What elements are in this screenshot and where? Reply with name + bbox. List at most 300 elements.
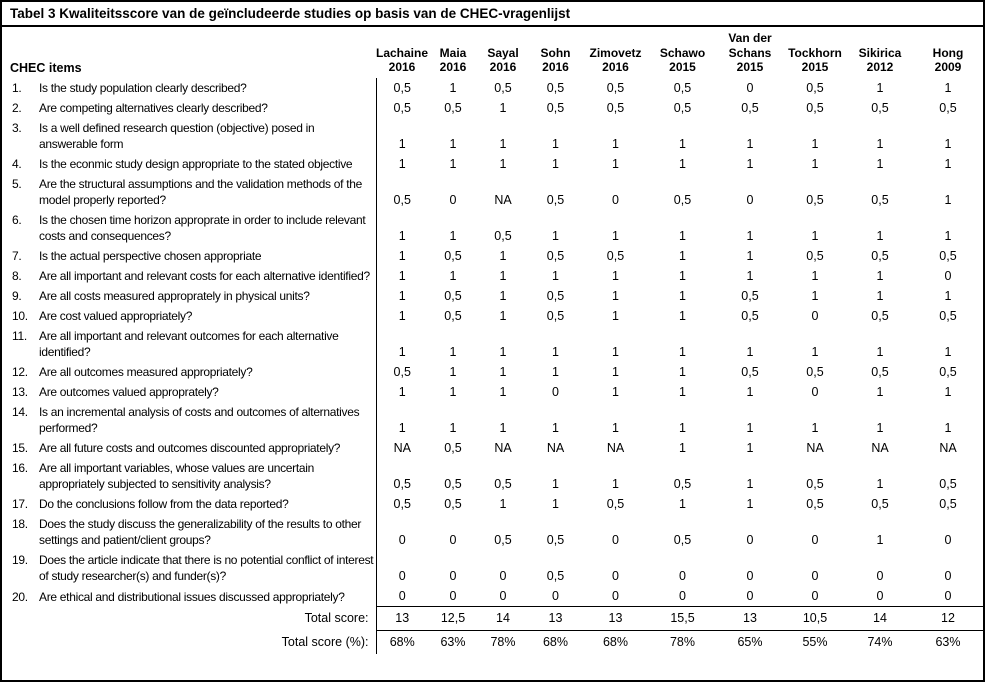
study-column-header: [648, 27, 717, 78]
study-year: 2012: [866, 60, 894, 75]
chec-item-cell: [2, 402, 376, 438]
score-cell: 0,5: [546, 249, 565, 264]
score-cell: 0,5: [546, 193, 565, 208]
table-row: [2, 266, 983, 286]
score-cell: 1: [679, 309, 686, 324]
score-cell: 1: [376, 210, 428, 246]
score-cell: 1: [612, 137, 619, 152]
score-cell: 0,5: [741, 309, 759, 324]
score-cell: 1: [449, 365, 457, 380]
study-year: 2015: [736, 60, 764, 75]
score-cell: 0,5: [939, 497, 957, 512]
score-cell: 0,5: [376, 78, 428, 98]
question-text: Is the econmic study design appropriate to the stated objective: [39, 157, 353, 172]
question-text: Are cost valued appropriately?: [39, 309, 193, 324]
score-cell: 1: [499, 421, 507, 436]
score-cell: 1: [811, 269, 819, 284]
row-number: 4.: [12, 157, 22, 172]
score-cell: 1: [552, 345, 559, 360]
score-cell: 1: [876, 289, 884, 304]
score-cell: 1: [552, 229, 559, 244]
score-cell: 0,5: [494, 81, 512, 96]
score-cell: 0: [811, 533, 819, 548]
score-cell: 0,5: [546, 309, 565, 324]
chec-item-cell: [2, 210, 376, 246]
score-cell: 1: [376, 266, 428, 286]
score-cell: NA: [939, 441, 957, 456]
table-row: [2, 306, 983, 326]
study-year: 2016: [489, 60, 517, 75]
table-row: [2, 210, 983, 246]
score-cell: 0,5: [939, 365, 957, 380]
row-number: 11.: [12, 329, 27, 344]
study-name: Maia: [439, 45, 467, 60]
score-cell: 1: [811, 137, 819, 152]
score-cell: 0: [612, 589, 619, 604]
score-cell: 1: [876, 345, 884, 360]
score-cell: 0,5: [494, 477, 512, 492]
total-value-cell: 13: [376, 607, 428, 631]
question-text: Are competing alternatives clearly described?: [39, 101, 268, 116]
question-text: Are outcomes valued approprately?: [39, 385, 219, 400]
score-cell: 1: [679, 157, 686, 172]
row-number: 5.: [12, 177, 22, 192]
chec-item-cell: [2, 494, 376, 514]
score-cell: 1: [679, 385, 686, 400]
question-text: Are all important and relevant outcomes for each alternative identified?: [39, 329, 339, 360]
totals-row: [2, 607, 983, 631]
score-cell: 0,5: [606, 497, 625, 512]
score-cell: 1: [499, 101, 507, 116]
row-number: 20.: [12, 589, 28, 604]
score-cell: 1: [612, 269, 619, 284]
score-cell: 1: [944, 193, 952, 208]
study-year: 2009: [934, 60, 962, 75]
score-cell: 1: [552, 137, 559, 152]
score-cell: 0,5: [871, 101, 889, 116]
row-number: 3.: [12, 121, 22, 136]
score-cell: 1: [552, 365, 559, 380]
score-cell: 1: [944, 229, 952, 244]
score-cell: 1: [746, 269, 754, 284]
chec-item-cell: [2, 306, 376, 326]
score-cell: 0,5: [939, 249, 957, 264]
total-value-cell: 12,5: [428, 607, 478, 631]
score-cell: 0,5: [673, 193, 692, 208]
score-cell: 0: [811, 589, 819, 604]
score-cell: 0: [449, 569, 457, 584]
row-number: 8.: [12, 269, 22, 284]
score-cell: 1: [499, 365, 507, 380]
score-cell: 1: [876, 137, 884, 152]
total-value-cell: 12: [913, 607, 983, 631]
score-cell: 0,5: [741, 101, 759, 116]
score-cell: 1: [944, 157, 952, 172]
score-cell: 1: [679, 137, 686, 152]
score-cell: 1: [449, 421, 457, 436]
chec-item-cell: [2, 98, 376, 118]
chec-item-cell: [2, 514, 376, 550]
score-cell: 0,5: [606, 101, 625, 116]
score-cell: 0,5: [871, 193, 889, 208]
total-value-cell: 68%: [528, 631, 583, 655]
total-value-cell: 13: [583, 607, 648, 631]
chec-item-cell: [2, 78, 376, 98]
score-cell: 1: [449, 229, 457, 244]
score-cell: 0: [679, 589, 686, 604]
row-number: 14.: [12, 405, 28, 420]
score-cell: 1: [612, 157, 619, 172]
score-cell: 1: [876, 157, 884, 172]
score-cell: 1: [612, 289, 619, 304]
score-cell: NA: [806, 441, 824, 456]
chec-item-cell: [2, 286, 376, 306]
score-cell: 0,5: [806, 81, 824, 96]
score-cell: 1: [746, 385, 754, 400]
question-text: Are the structural assumptions and the validation methods of the model properly reported?: [39, 177, 362, 208]
study-column-header: [717, 27, 783, 78]
score-cell: 0: [376, 514, 428, 550]
question-text: Is the chosen time horizon approprate in order to include relevant costs and consequences?: [39, 213, 366, 244]
table-row: [2, 550, 983, 586]
chec-item-cell: [2, 118, 376, 154]
score-cell: 1: [376, 326, 428, 362]
total-value-cell: 65%: [717, 631, 783, 655]
total-value-cell: 13: [528, 607, 583, 631]
score-cell: 0,5: [673, 477, 692, 492]
score-cell: 0: [746, 589, 754, 604]
score-cell: 0: [612, 533, 619, 548]
score-cell: 1: [376, 286, 428, 306]
row-number: 9.: [12, 289, 22, 304]
score-cell: 0: [746, 81, 754, 96]
study-name: Hong: [932, 45, 964, 60]
total-value-cell: 10,5: [783, 607, 847, 631]
study-column-header: [376, 27, 428, 78]
table-row: [2, 514, 983, 550]
score-cell: 1: [499, 137, 507, 152]
study-year: 2016: [602, 60, 629, 75]
score-cell: 1: [746, 441, 754, 456]
score-cell: 1: [552, 269, 559, 284]
question-text: Are all important variables, whose values are uncertain appropriately subjected to sensitivity analysis?: [39, 461, 314, 492]
score-cell: 1: [612, 477, 619, 492]
study-column-header: [847, 27, 913, 78]
score-cell: 0: [746, 569, 754, 584]
study-column-header: [783, 27, 847, 78]
score-cell: 1: [449, 345, 457, 360]
score-cell: 0,5: [806, 477, 824, 492]
total-value-cell: 14: [478, 607, 528, 631]
score-cell: 0,5: [939, 101, 957, 116]
score-cell: 0,5: [871, 249, 889, 264]
chec-item-cell: [2, 246, 376, 266]
score-cell: 1: [679, 441, 686, 456]
study-name: Schawo: [659, 45, 706, 60]
study-year: 2015: [801, 60, 829, 75]
score-cell: 0,5: [444, 477, 462, 492]
score-cell: 1: [552, 477, 559, 492]
score-cell: NA: [494, 193, 512, 208]
question-text: Does the study discuss the generalizability of the results to other settings and patient/client groups?: [39, 517, 362, 548]
score-cell: 1: [612, 385, 619, 400]
score-cell: 0,5: [871, 365, 889, 380]
score-cell: 0,5: [806, 365, 824, 380]
total-value-cell: 78%: [648, 631, 717, 655]
chec-item-cell: [2, 382, 376, 402]
chec-item-cell: [2, 362, 376, 382]
score-cell: 1: [679, 249, 686, 264]
score-cell: 0: [876, 569, 884, 584]
score-cell: 1: [499, 497, 507, 512]
score-cell: 1: [679, 345, 686, 360]
score-cell: 1: [449, 269, 457, 284]
table-row: [2, 438, 983, 458]
score-cell: 0,5: [871, 309, 889, 324]
score-cell: 1: [499, 345, 507, 360]
score-cell: 0: [449, 533, 457, 548]
score-cell: 1: [944, 289, 952, 304]
study-column-header: [528, 27, 583, 78]
table-title: Tabel 3 Kwaliteitsscore van de geïncludeerde studies op basis van de CHEC-vragenlijst: [2, 2, 983, 27]
row-number: 7.: [12, 249, 22, 264]
question-text: Does the article indicate that there is no potential conflict of interest of study researcher(s) and funder(s)?: [39, 553, 374, 584]
score-cell: 0: [944, 269, 952, 284]
score-cell: 1: [811, 289, 819, 304]
chec-item-cell: [2, 586, 376, 607]
score-cell: 1: [746, 229, 754, 244]
score-cell: 0,5: [606, 249, 625, 264]
table-row: [2, 174, 983, 210]
total-value-cell: 63%: [913, 631, 983, 655]
score-cell: 0,5: [806, 101, 824, 116]
score-cell: 0: [746, 193, 754, 208]
score-cell: 0: [612, 193, 619, 208]
score-cell: 1: [746, 497, 754, 512]
table-row: [2, 246, 983, 266]
study-name: Zimovetz: [589, 45, 642, 60]
score-cell: 1: [612, 309, 619, 324]
score-cell: NA: [606, 441, 625, 456]
table-row: [2, 362, 983, 382]
chec-item-cell: [2, 458, 376, 494]
table-row: [2, 98, 983, 118]
table-row: [2, 118, 983, 154]
score-cell: 0: [944, 589, 952, 604]
score-cell: 1: [612, 229, 619, 244]
score-cell: 1: [376, 382, 428, 402]
table-row: [2, 494, 983, 514]
chec-score-table: [2, 27, 983, 654]
score-cell: 0,5: [444, 441, 462, 456]
score-cell: 1: [811, 345, 819, 360]
table-row: [2, 382, 983, 402]
chec-item-cell: [2, 326, 376, 362]
score-cell: 1: [552, 157, 559, 172]
score-cell: 0,5: [546, 569, 565, 584]
score-cell: 0,5: [444, 101, 462, 116]
score-cell: 0,5: [376, 98, 428, 118]
study-name: Van der Schans: [728, 31, 772, 60]
score-cell: 1: [552, 497, 559, 512]
score-cell: 1: [499, 269, 507, 284]
total-value-cell: 78%: [478, 631, 528, 655]
study-column-header: [583, 27, 648, 78]
score-cell: 0,5: [494, 229, 512, 244]
totals-label: Total score (%):: [281, 634, 369, 649]
score-cell: 0: [679, 569, 686, 584]
question-text: Are all outcomes measured appropriately?: [39, 365, 253, 380]
study-year: 2016: [542, 60, 569, 75]
score-cell: 1: [499, 289, 507, 304]
row-number: 19.: [12, 553, 28, 568]
score-cell: 0,5: [546, 533, 565, 548]
table-row: [2, 78, 983, 98]
score-cell: 0,5: [806, 497, 824, 512]
score-cell: 1: [746, 157, 754, 172]
score-cell: 1: [612, 421, 619, 436]
study-year: 2015: [669, 60, 696, 75]
score-cell: 1: [679, 289, 686, 304]
score-cell: 0: [552, 589, 559, 604]
score-cell: 1: [944, 345, 952, 360]
score-cell: 1: [376, 246, 428, 266]
row-number: 1.: [12, 81, 22, 96]
score-cell: 0: [449, 193, 457, 208]
score-cell: 0: [944, 569, 952, 584]
score-cell: 0: [499, 569, 507, 584]
row-number: 15.: [12, 441, 28, 456]
study-name: Lachaine: [376, 45, 429, 60]
score-cell: 1: [876, 533, 884, 548]
score-cell: NA: [494, 441, 512, 456]
total-value-cell: 13: [717, 607, 783, 631]
score-cell: 1: [376, 118, 428, 154]
score-cell: 1: [376, 154, 428, 174]
score-cell: 1: [876, 229, 884, 244]
totals-row: [2, 631, 983, 655]
score-cell: 0,5: [673, 101, 692, 116]
table-row: [2, 586, 983, 607]
score-cell: 0,5: [376, 174, 428, 210]
score-cell: 0,5: [673, 533, 692, 548]
score-cell: 1: [746, 137, 754, 152]
study-column-header: [428, 27, 478, 78]
score-cell: 1: [746, 477, 754, 492]
study-column-header: [478, 27, 528, 78]
chec-item-cell: [2, 154, 376, 174]
score-cell: 1: [679, 421, 686, 436]
question-text: Is the study population clearly described?: [39, 81, 247, 96]
table-row: [2, 154, 983, 174]
score-cell: 0: [376, 550, 428, 586]
study-name: Tockhorn: [788, 45, 842, 60]
score-cell: 0,5: [741, 365, 759, 380]
score-cell: 0: [811, 309, 819, 324]
score-cell: 0: [499, 589, 507, 604]
score-cell: 0: [811, 385, 819, 400]
score-cell: 0: [376, 586, 428, 607]
study-column-header: [913, 27, 983, 78]
score-cell: 1: [679, 229, 686, 244]
score-cell: 1: [876, 269, 884, 284]
score-cell: 0,5: [444, 289, 462, 304]
study-name: Sohn: [540, 45, 571, 60]
score-cell: 0,5: [546, 289, 565, 304]
score-cell: 0,5: [376, 362, 428, 382]
row-number: 18.: [12, 517, 28, 532]
question-text: Is the actual perspective chosen appropriate: [39, 249, 262, 264]
question-text: Is an incremental analysis of costs and outcomes of alternatives performed?: [39, 405, 360, 436]
table-row: [2, 458, 983, 494]
score-cell: 1: [679, 365, 686, 380]
score-cell: 1: [746, 249, 754, 264]
score-cell: 0,5: [376, 494, 428, 514]
score-cell: 0,5: [606, 81, 625, 96]
score-cell: 0,5: [871, 497, 889, 512]
score-cell: 1: [811, 157, 819, 172]
score-cell: 0,5: [494, 533, 512, 548]
row-number: 6.: [12, 213, 22, 228]
chec-item-cell: [2, 550, 376, 586]
score-cell: 1: [679, 497, 686, 512]
score-cell: 1: [449, 81, 457, 96]
chec-items-header: CHEC items: [10, 61, 82, 76]
score-cell: 0,5: [376, 458, 428, 494]
score-cell: 0,5: [444, 249, 462, 264]
score-cell: 1: [944, 385, 952, 400]
header-row: [2, 27, 983, 78]
question-text: Are all important and relevant costs for each alternative identified?: [39, 269, 370, 284]
row-number: 17.: [12, 497, 28, 512]
score-cell: NA: [871, 441, 889, 456]
score-cell: 1: [746, 345, 754, 360]
score-cell: 0,5: [673, 81, 692, 96]
score-cell: NA: [376, 438, 428, 458]
question-text: Do the conclusions follow from the data reported?: [39, 497, 289, 512]
score-cell: 1: [944, 81, 952, 96]
score-cell: 1: [876, 385, 884, 400]
score-cell: 0: [552, 385, 559, 400]
score-cell: 0: [811, 569, 819, 584]
score-cell: 1: [612, 345, 619, 360]
score-cell: 0: [944, 533, 952, 548]
row-number: 12.: [12, 365, 28, 380]
score-cell: 0,5: [546, 81, 565, 96]
totals-label: Total score:: [304, 611, 369, 626]
score-cell: 1: [449, 137, 457, 152]
score-cell: 1: [944, 137, 952, 152]
total-value-cell: 14: [847, 607, 913, 631]
score-cell: 1: [811, 421, 819, 436]
row-number: 16.: [12, 461, 28, 476]
study-name: Sayal: [487, 45, 519, 60]
table-row: [2, 402, 983, 438]
study-name: Sikirica: [858, 45, 902, 60]
score-cell: 1: [499, 249, 507, 264]
question-text: Are all future costs and outcomes discounted appropriately?: [39, 441, 341, 456]
row-number: 13.: [12, 385, 28, 400]
score-cell: 1: [499, 385, 507, 400]
score-cell: 0,5: [939, 477, 957, 492]
score-cell: 1: [876, 477, 884, 492]
question-text: Is a well defined research question (objective) posed in answerable form: [39, 121, 315, 152]
chec-item-cell: [2, 174, 376, 210]
total-value-cell: 55%: [783, 631, 847, 655]
question-text: Are ethical and distributional issues discussed appropriately?: [39, 589, 345, 604]
score-cell: 1: [499, 309, 507, 324]
score-cell: 0: [876, 589, 884, 604]
